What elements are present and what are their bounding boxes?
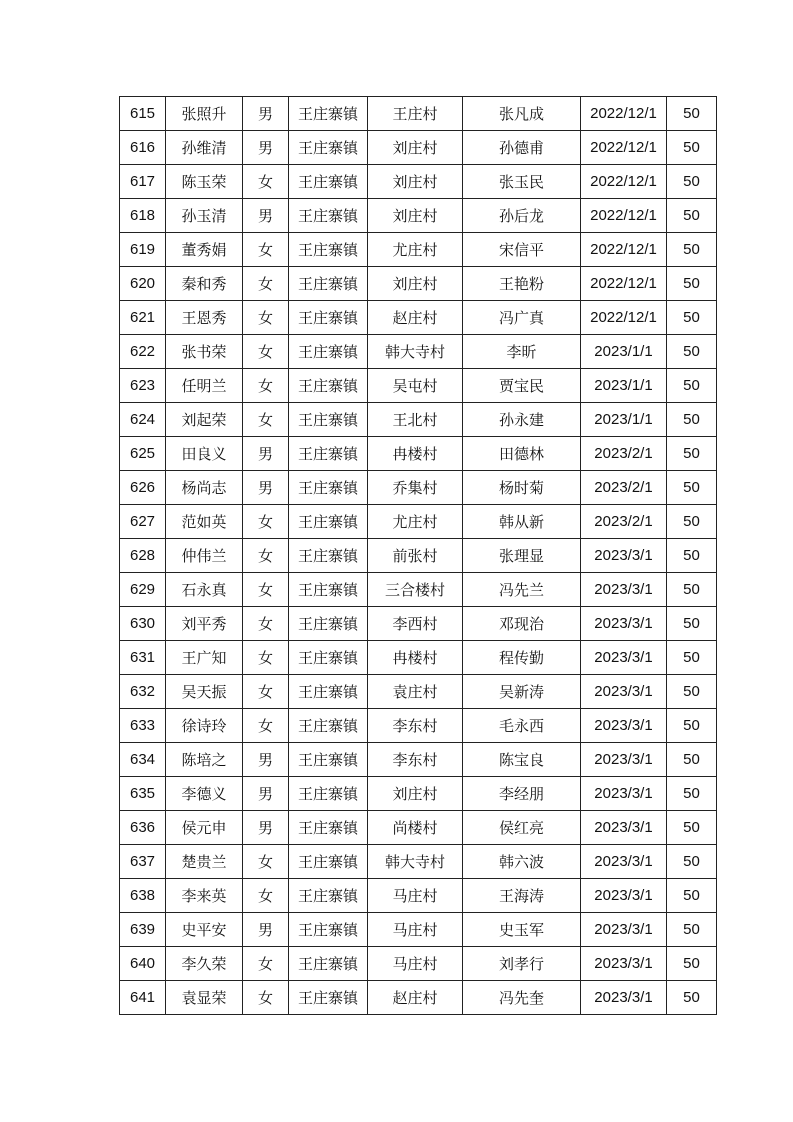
cell-index: 627	[120, 505, 166, 539]
table-row	[120, 607, 717, 641]
cell-gender: 女	[243, 233, 289, 267]
cell-index: 625	[120, 437, 166, 471]
table-row	[120, 199, 717, 233]
cell-amount: 50	[667, 709, 717, 743]
cell-name: 李久荣	[166, 947, 243, 981]
cell-amount: 50	[667, 233, 717, 267]
cell-contact: 韩从新	[463, 505, 581, 539]
cell-name: 石永真	[166, 573, 243, 607]
cell-town: 王庄寨镇	[289, 913, 368, 947]
table-row	[120, 233, 717, 267]
cell-gender: 女	[243, 981, 289, 1015]
cell-village: 尤庄村	[368, 233, 463, 267]
cell-town: 王庄寨镇	[289, 573, 368, 607]
cell-index: 620	[120, 267, 166, 301]
cell-amount: 50	[667, 811, 717, 845]
cell-contact: 冯广真	[463, 301, 581, 335]
table-row	[120, 981, 717, 1015]
cell-amount: 50	[667, 97, 717, 131]
cell-amount: 50	[667, 607, 717, 641]
cell-date: 2022/12/1	[581, 199, 667, 233]
cell-index: 619	[120, 233, 166, 267]
cell-contact: 张玉民	[463, 165, 581, 199]
cell-village: 刘庄村	[368, 165, 463, 199]
cell-contact: 王海涛	[463, 879, 581, 913]
cell-contact: 李昕	[463, 335, 581, 369]
cell-contact: 张理显	[463, 539, 581, 573]
cell-date: 2022/12/1	[581, 267, 667, 301]
cell-village: 冉楼村	[368, 641, 463, 675]
cell-village: 袁庄村	[368, 675, 463, 709]
cell-contact: 陈宝良	[463, 743, 581, 777]
cell-gender: 女	[243, 573, 289, 607]
table-row	[120, 165, 717, 199]
cell-town: 王庄寨镇	[289, 879, 368, 913]
cell-name: 刘起荣	[166, 403, 243, 437]
cell-amount: 50	[667, 165, 717, 199]
cell-contact: 刘孝行	[463, 947, 581, 981]
table-row	[120, 301, 717, 335]
table-row	[120, 709, 717, 743]
cell-town: 王庄寨镇	[289, 777, 368, 811]
cell-date: 2023/2/1	[581, 437, 667, 471]
cell-contact: 毛永西	[463, 709, 581, 743]
cell-village: 李东村	[368, 743, 463, 777]
cell-town: 王庄寨镇	[289, 947, 368, 981]
table-row	[120, 913, 717, 947]
cell-amount: 50	[667, 573, 717, 607]
cell-gender: 男	[243, 437, 289, 471]
cell-contact: 宋信平	[463, 233, 581, 267]
cell-amount: 50	[667, 947, 717, 981]
table-row	[120, 811, 717, 845]
cell-village: 前张村	[368, 539, 463, 573]
cell-index: 615	[120, 97, 166, 131]
table-row	[120, 641, 717, 675]
cell-contact: 孙德甫	[463, 131, 581, 165]
cell-town: 王庄寨镇	[289, 641, 368, 675]
cell-date: 2022/12/1	[581, 233, 667, 267]
cell-contact: 贾宝民	[463, 369, 581, 403]
cell-contact: 侯红亮	[463, 811, 581, 845]
cell-date: 2022/12/1	[581, 165, 667, 199]
cell-name: 李来英	[166, 879, 243, 913]
cell-contact: 程传勤	[463, 641, 581, 675]
cell-contact: 史玉军	[463, 913, 581, 947]
cell-name: 董秀娟	[166, 233, 243, 267]
cell-village: 刘庄村	[368, 131, 463, 165]
cell-amount: 50	[667, 981, 717, 1015]
cell-village: 刘庄村	[368, 199, 463, 233]
cell-amount: 50	[667, 335, 717, 369]
cell-amount: 50	[667, 471, 717, 505]
cell-amount: 50	[667, 913, 717, 947]
cell-date: 2023/3/1	[581, 879, 667, 913]
cell-town: 王庄寨镇	[289, 981, 368, 1015]
cell-gender: 女	[243, 709, 289, 743]
cell-name: 孙玉清	[166, 199, 243, 233]
cell-index: 622	[120, 335, 166, 369]
cell-gender: 男	[243, 97, 289, 131]
cell-name: 史平安	[166, 913, 243, 947]
records-table	[119, 96, 717, 1015]
table-row	[120, 505, 717, 539]
cell-village: 三合楼村	[368, 573, 463, 607]
table-row	[120, 573, 717, 607]
cell-contact: 杨时菊	[463, 471, 581, 505]
cell-village: 马庄村	[368, 913, 463, 947]
cell-contact: 邓现治	[463, 607, 581, 641]
cell-amount: 50	[667, 199, 717, 233]
cell-index: 636	[120, 811, 166, 845]
cell-gender: 男	[243, 777, 289, 811]
cell-village: 冉楼村	[368, 437, 463, 471]
cell-contact: 张凡成	[463, 97, 581, 131]
cell-date: 2023/3/1	[581, 777, 667, 811]
cell-gender: 女	[243, 675, 289, 709]
cell-index: 635	[120, 777, 166, 811]
cell-amount: 50	[667, 437, 717, 471]
cell-town: 王庄寨镇	[289, 403, 368, 437]
cell-town: 王庄寨镇	[289, 199, 368, 233]
cell-gender: 女	[243, 641, 289, 675]
cell-name: 仲伟兰	[166, 539, 243, 573]
cell-amount: 50	[667, 267, 717, 301]
cell-contact: 韩六波	[463, 845, 581, 879]
cell-date: 2023/3/1	[581, 947, 667, 981]
cell-gender: 男	[243, 131, 289, 165]
cell-index: 618	[120, 199, 166, 233]
table-row	[120, 879, 717, 913]
table-row	[120, 131, 717, 165]
cell-date: 2023/3/1	[581, 845, 667, 879]
cell-date: 2023/1/1	[581, 403, 667, 437]
cell-town: 王庄寨镇	[289, 471, 368, 505]
cell-index: 640	[120, 947, 166, 981]
cell-village: 韩大寺村	[368, 845, 463, 879]
table-row	[120, 675, 717, 709]
cell-contact: 孙永建	[463, 403, 581, 437]
cell-gender: 女	[243, 267, 289, 301]
cell-town: 王庄寨镇	[289, 607, 368, 641]
cell-index: 639	[120, 913, 166, 947]
cell-date: 2023/3/1	[581, 641, 667, 675]
cell-village: 赵庄村	[368, 301, 463, 335]
cell-name: 吴天振	[166, 675, 243, 709]
cell-town: 王庄寨镇	[289, 97, 368, 131]
cell-index: 629	[120, 573, 166, 607]
cell-name: 秦和秀	[166, 267, 243, 301]
cell-amount: 50	[667, 505, 717, 539]
cell-index: 616	[120, 131, 166, 165]
cell-contact: 田德林	[463, 437, 581, 471]
cell-name: 楚贵兰	[166, 845, 243, 879]
cell-amount: 50	[667, 301, 717, 335]
cell-date: 2023/3/1	[581, 709, 667, 743]
cell-index: 626	[120, 471, 166, 505]
cell-amount: 50	[667, 675, 717, 709]
cell-name: 王恩秀	[166, 301, 243, 335]
cell-date: 2023/3/1	[581, 811, 667, 845]
cell-index: 631	[120, 641, 166, 675]
cell-index: 621	[120, 301, 166, 335]
cell-name: 王广知	[166, 641, 243, 675]
cell-town: 王庄寨镇	[289, 233, 368, 267]
cell-village: 尤庄村	[368, 505, 463, 539]
cell-gender: 女	[243, 845, 289, 879]
cell-contact: 冯先兰	[463, 573, 581, 607]
cell-gender: 男	[243, 199, 289, 233]
cell-name: 侯元申	[166, 811, 243, 845]
cell-gender: 女	[243, 607, 289, 641]
table-row	[120, 947, 717, 981]
cell-date: 2023/1/1	[581, 369, 667, 403]
cell-name: 陈培之	[166, 743, 243, 777]
table-row	[120, 335, 717, 369]
cell-gender: 女	[243, 539, 289, 573]
cell-village: 王庄村	[368, 97, 463, 131]
cell-amount: 50	[667, 743, 717, 777]
cell-gender: 男	[243, 811, 289, 845]
cell-village: 乔集村	[368, 471, 463, 505]
cell-village: 赵庄村	[368, 981, 463, 1015]
cell-date: 2023/2/1	[581, 505, 667, 539]
cell-name: 田良义	[166, 437, 243, 471]
cell-village: 王北村	[368, 403, 463, 437]
table-row	[120, 437, 717, 471]
cell-name: 张书荣	[166, 335, 243, 369]
cell-name: 袁显荣	[166, 981, 243, 1015]
table-row	[120, 845, 717, 879]
cell-date: 2023/1/1	[581, 335, 667, 369]
table-row	[120, 471, 717, 505]
cell-town: 王庄寨镇	[289, 131, 368, 165]
cell-town: 王庄寨镇	[289, 505, 368, 539]
cell-date: 2023/3/1	[581, 539, 667, 573]
cell-index: 633	[120, 709, 166, 743]
cell-gender: 男	[243, 913, 289, 947]
cell-gender: 女	[243, 947, 289, 981]
cell-index: 630	[120, 607, 166, 641]
cell-town: 王庄寨镇	[289, 437, 368, 471]
cell-amount: 50	[667, 131, 717, 165]
cell-index: 637	[120, 845, 166, 879]
cell-gender: 女	[243, 165, 289, 199]
cell-gender: 男	[243, 743, 289, 777]
cell-name: 徐诗玲	[166, 709, 243, 743]
cell-index: 634	[120, 743, 166, 777]
table-row	[120, 267, 717, 301]
cell-index: 624	[120, 403, 166, 437]
cell-town: 王庄寨镇	[289, 267, 368, 301]
cell-index: 641	[120, 981, 166, 1015]
cell-village: 李东村	[368, 709, 463, 743]
cell-town: 王庄寨镇	[289, 165, 368, 199]
cell-amount: 50	[667, 879, 717, 913]
cell-town: 王庄寨镇	[289, 301, 368, 335]
table-row	[120, 539, 717, 573]
cell-amount: 50	[667, 641, 717, 675]
cell-town: 王庄寨镇	[289, 709, 368, 743]
cell-gender: 女	[243, 505, 289, 539]
cell-village: 韩大寺村	[368, 335, 463, 369]
cell-contact: 吴新涛	[463, 675, 581, 709]
cell-name: 范如英	[166, 505, 243, 539]
table-row	[120, 369, 717, 403]
cell-date: 2023/3/1	[581, 981, 667, 1015]
cell-village: 尚楼村	[368, 811, 463, 845]
cell-village: 马庄村	[368, 879, 463, 913]
table-row	[120, 403, 717, 437]
cell-date: 2023/2/1	[581, 471, 667, 505]
table-row	[120, 777, 717, 811]
cell-village: 李西村	[368, 607, 463, 641]
cell-name: 杨尚志	[166, 471, 243, 505]
cell-date: 2023/3/1	[581, 675, 667, 709]
table-body	[120, 97, 717, 1015]
cell-amount: 50	[667, 403, 717, 437]
cell-town: 王庄寨镇	[289, 539, 368, 573]
cell-gender: 女	[243, 301, 289, 335]
cell-name: 李德义	[166, 777, 243, 811]
cell-gender: 女	[243, 335, 289, 369]
table-row	[120, 743, 717, 777]
cell-date: 2022/12/1	[581, 97, 667, 131]
cell-gender: 女	[243, 879, 289, 913]
cell-date: 2023/3/1	[581, 573, 667, 607]
cell-gender: 女	[243, 369, 289, 403]
cell-town: 王庄寨镇	[289, 369, 368, 403]
cell-name: 孙维清	[166, 131, 243, 165]
cell-amount: 50	[667, 369, 717, 403]
cell-town: 王庄寨镇	[289, 811, 368, 845]
cell-contact: 李经朋	[463, 777, 581, 811]
table-row	[120, 97, 717, 131]
cell-contact: 王艳粉	[463, 267, 581, 301]
cell-date: 2022/12/1	[581, 131, 667, 165]
cell-town: 王庄寨镇	[289, 335, 368, 369]
cell-town: 王庄寨镇	[289, 675, 368, 709]
cell-amount: 50	[667, 539, 717, 573]
cell-contact: 冯先奎	[463, 981, 581, 1015]
cell-index: 632	[120, 675, 166, 709]
cell-name: 任明兰	[166, 369, 243, 403]
cell-amount: 50	[667, 777, 717, 811]
cell-index: 617	[120, 165, 166, 199]
cell-village: 马庄村	[368, 947, 463, 981]
cell-village: 吴屯村	[368, 369, 463, 403]
cell-village: 刘庄村	[368, 777, 463, 811]
cell-name: 刘平秀	[166, 607, 243, 641]
cell-index: 623	[120, 369, 166, 403]
cell-name: 张照升	[166, 97, 243, 131]
cell-date: 2023/3/1	[581, 913, 667, 947]
cell-date: 2023/3/1	[581, 743, 667, 777]
cell-amount: 50	[667, 845, 717, 879]
cell-date: 2023/3/1	[581, 607, 667, 641]
cell-contact: 孙后龙	[463, 199, 581, 233]
cell-index: 628	[120, 539, 166, 573]
cell-gender: 女	[243, 403, 289, 437]
cell-gender: 男	[243, 471, 289, 505]
cell-name: 陈玉荣	[166, 165, 243, 199]
cell-town: 王庄寨镇	[289, 845, 368, 879]
cell-index: 638	[120, 879, 166, 913]
cell-date: 2022/12/1	[581, 301, 667, 335]
cell-village: 刘庄村	[368, 267, 463, 301]
cell-town: 王庄寨镇	[289, 743, 368, 777]
